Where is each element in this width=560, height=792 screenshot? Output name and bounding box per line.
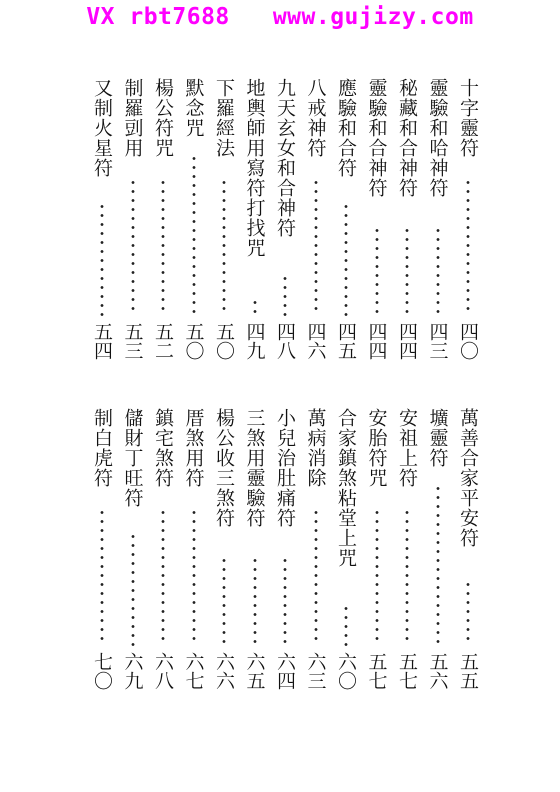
- toc-leader-dots: [100, 202, 104, 316]
- toc-leader-dots: [436, 226, 440, 316]
- toc-entry: [243, 78, 267, 370]
- toc-entry-title: 靈驗和哈神符: [426, 78, 449, 198]
- toc-entry-title: 小兒治肚痛符: [274, 408, 296, 528]
- toc-page-number: 四五: [335, 322, 357, 360]
- toc-page-number: 五二: [152, 322, 174, 360]
- toc-entry-title: 地輿師用寫符打找咒: [243, 78, 266, 258]
- toc-page-number: 五六: [426, 652, 449, 690]
- toc-leader-dots: [314, 508, 318, 646]
- toc-page-number: 六五: [243, 652, 266, 690]
- toc-leader-dots: [314, 178, 318, 316]
- toc-entry: [365, 408, 389, 700]
- toc-entry: [395, 78, 419, 370]
- toc-leader-dots: [405, 508, 409, 646]
- toc-entry-title: 安祖上符: [396, 408, 418, 488]
- toc-entry: [304, 408, 328, 700]
- toc-leader-dots: [131, 532, 135, 646]
- toc-page-number: 五七: [365, 652, 388, 690]
- toc-entry: [212, 78, 236, 370]
- toc-leader-dots: [192, 508, 196, 646]
- toc-entry: [456, 408, 480, 700]
- toc-top-block: [0, 78, 560, 370]
- toc-entry: [426, 408, 450, 700]
- toc-page-number: 六九: [121, 652, 144, 690]
- toc-page-number: 四〇: [457, 322, 479, 360]
- toc-entry-title: 秘藏和合神符: [396, 78, 418, 198]
- toc-entry-title: 默念咒: [182, 78, 205, 138]
- toc-entry: [212, 408, 236, 700]
- toc-page-number: 五四: [91, 322, 113, 360]
- toc-entry-title: 安胎符咒: [365, 408, 388, 488]
- toc-page-number: 六六: [213, 652, 235, 690]
- toc-entry-title: 十字靈符: [457, 78, 479, 158]
- toc-entry: [182, 408, 206, 700]
- toc-entry-title: 下羅經法: [213, 78, 235, 158]
- toc-entry-title: 厝煞用符: [182, 408, 205, 488]
- toc-leader-dots: [436, 484, 440, 646]
- toc-entry-title: 楊公收三煞符: [213, 408, 235, 528]
- toc-page-number: 六三: [304, 652, 327, 690]
- toc-entry: [273, 78, 297, 370]
- toc-entry: [90, 78, 114, 370]
- toc-leader-dots: [222, 556, 226, 646]
- toc-page-number: 四九: [243, 322, 266, 360]
- toc-entry-title: 壙靈符: [426, 408, 449, 468]
- toc-bottom-block: [0, 408, 560, 700]
- toc-entry-title: 三煞用靈驗符: [243, 408, 266, 528]
- toc-entry: [304, 78, 328, 370]
- toc-page-number: 五七: [396, 652, 418, 690]
- toc-page-number: 六〇: [335, 652, 357, 690]
- toc-page-number: 五三: [121, 322, 144, 360]
- toc-leader-dots: [466, 178, 470, 316]
- toc-entry-title: 萬善合家平安符: [457, 408, 479, 548]
- toc-leader-dots: [344, 604, 348, 646]
- toc-entry: [243, 408, 267, 700]
- toc-entry: [334, 408, 358, 700]
- toc-leader-dots: [375, 226, 379, 316]
- toc-entry-title: 又制火星符: [91, 78, 113, 178]
- toc-leader-dots: [344, 202, 348, 316]
- toc-page-number: 四四: [396, 322, 418, 360]
- toc-entry: [151, 408, 175, 700]
- toc-entry-title: 鎮宅煞符: [152, 408, 174, 488]
- toc-leader-dots: [253, 298, 257, 316]
- toc-entry-title: 合家鎮煞粘堂上咒: [335, 408, 357, 568]
- toc-page-number: 四四: [365, 322, 388, 360]
- toc-leader-dots: [253, 556, 257, 646]
- watermark: VX rbt7688 www.gujizy.com: [86, 4, 474, 30]
- toc-entry-title: 靈驗和合神符: [365, 78, 388, 198]
- toc-entry: [121, 408, 145, 700]
- toc-entry: [121, 78, 145, 370]
- toc-entry: [151, 78, 175, 370]
- toc-page-number: 六七: [182, 652, 205, 690]
- toc-page-number: 四六: [304, 322, 327, 360]
- toc-entry-title: 儲財丁旺符: [121, 408, 144, 508]
- toc-page-number: 六四: [274, 652, 296, 690]
- toc-entry: [456, 78, 480, 370]
- toc-leader-dots: [131, 178, 135, 316]
- toc-page-number: 七〇: [91, 652, 113, 690]
- toc-page-number: 六八: [152, 652, 174, 690]
- toc-entry-title: 九天玄女和合神符: [274, 78, 296, 238]
- toc-page-number: 四八: [274, 322, 296, 360]
- toc-entry: [395, 408, 419, 700]
- toc-leader-dots: [375, 508, 379, 646]
- toc-leader-dots: [161, 178, 165, 316]
- toc-entry-title: 萬病消除: [304, 408, 327, 488]
- toc-entry-title: 制白虎符: [91, 408, 113, 488]
- toc-leader-dots: [405, 226, 409, 316]
- toc-leader-dots: [283, 274, 287, 316]
- toc-leader-dots: [192, 154, 196, 316]
- toc-page-number: 五〇: [182, 322, 205, 360]
- toc-leader-dots: [161, 508, 165, 646]
- toc-entry-title: 八戒神符: [304, 78, 327, 158]
- toc-page-number: 五五: [457, 652, 479, 690]
- toc-entry: [334, 78, 358, 370]
- toc-entry: [426, 78, 450, 370]
- toc-leader-dots: [283, 556, 287, 646]
- toc-entry: [273, 408, 297, 700]
- toc-page-number: 四三: [426, 322, 449, 360]
- toc-entry: [90, 408, 114, 700]
- toc-entry: [182, 78, 206, 370]
- toc-leader-dots: [100, 508, 104, 646]
- toc-page-number: 五〇: [213, 322, 235, 360]
- toc-leader-dots: [466, 580, 470, 646]
- toc-entry: [365, 78, 389, 370]
- toc-leader-dots: [222, 178, 226, 316]
- toc-entry-title: 楊公符咒: [152, 78, 174, 158]
- toc-entry-title: 制羅剅用: [121, 78, 144, 158]
- toc-entry-title: 應驗和合符: [335, 78, 357, 178]
